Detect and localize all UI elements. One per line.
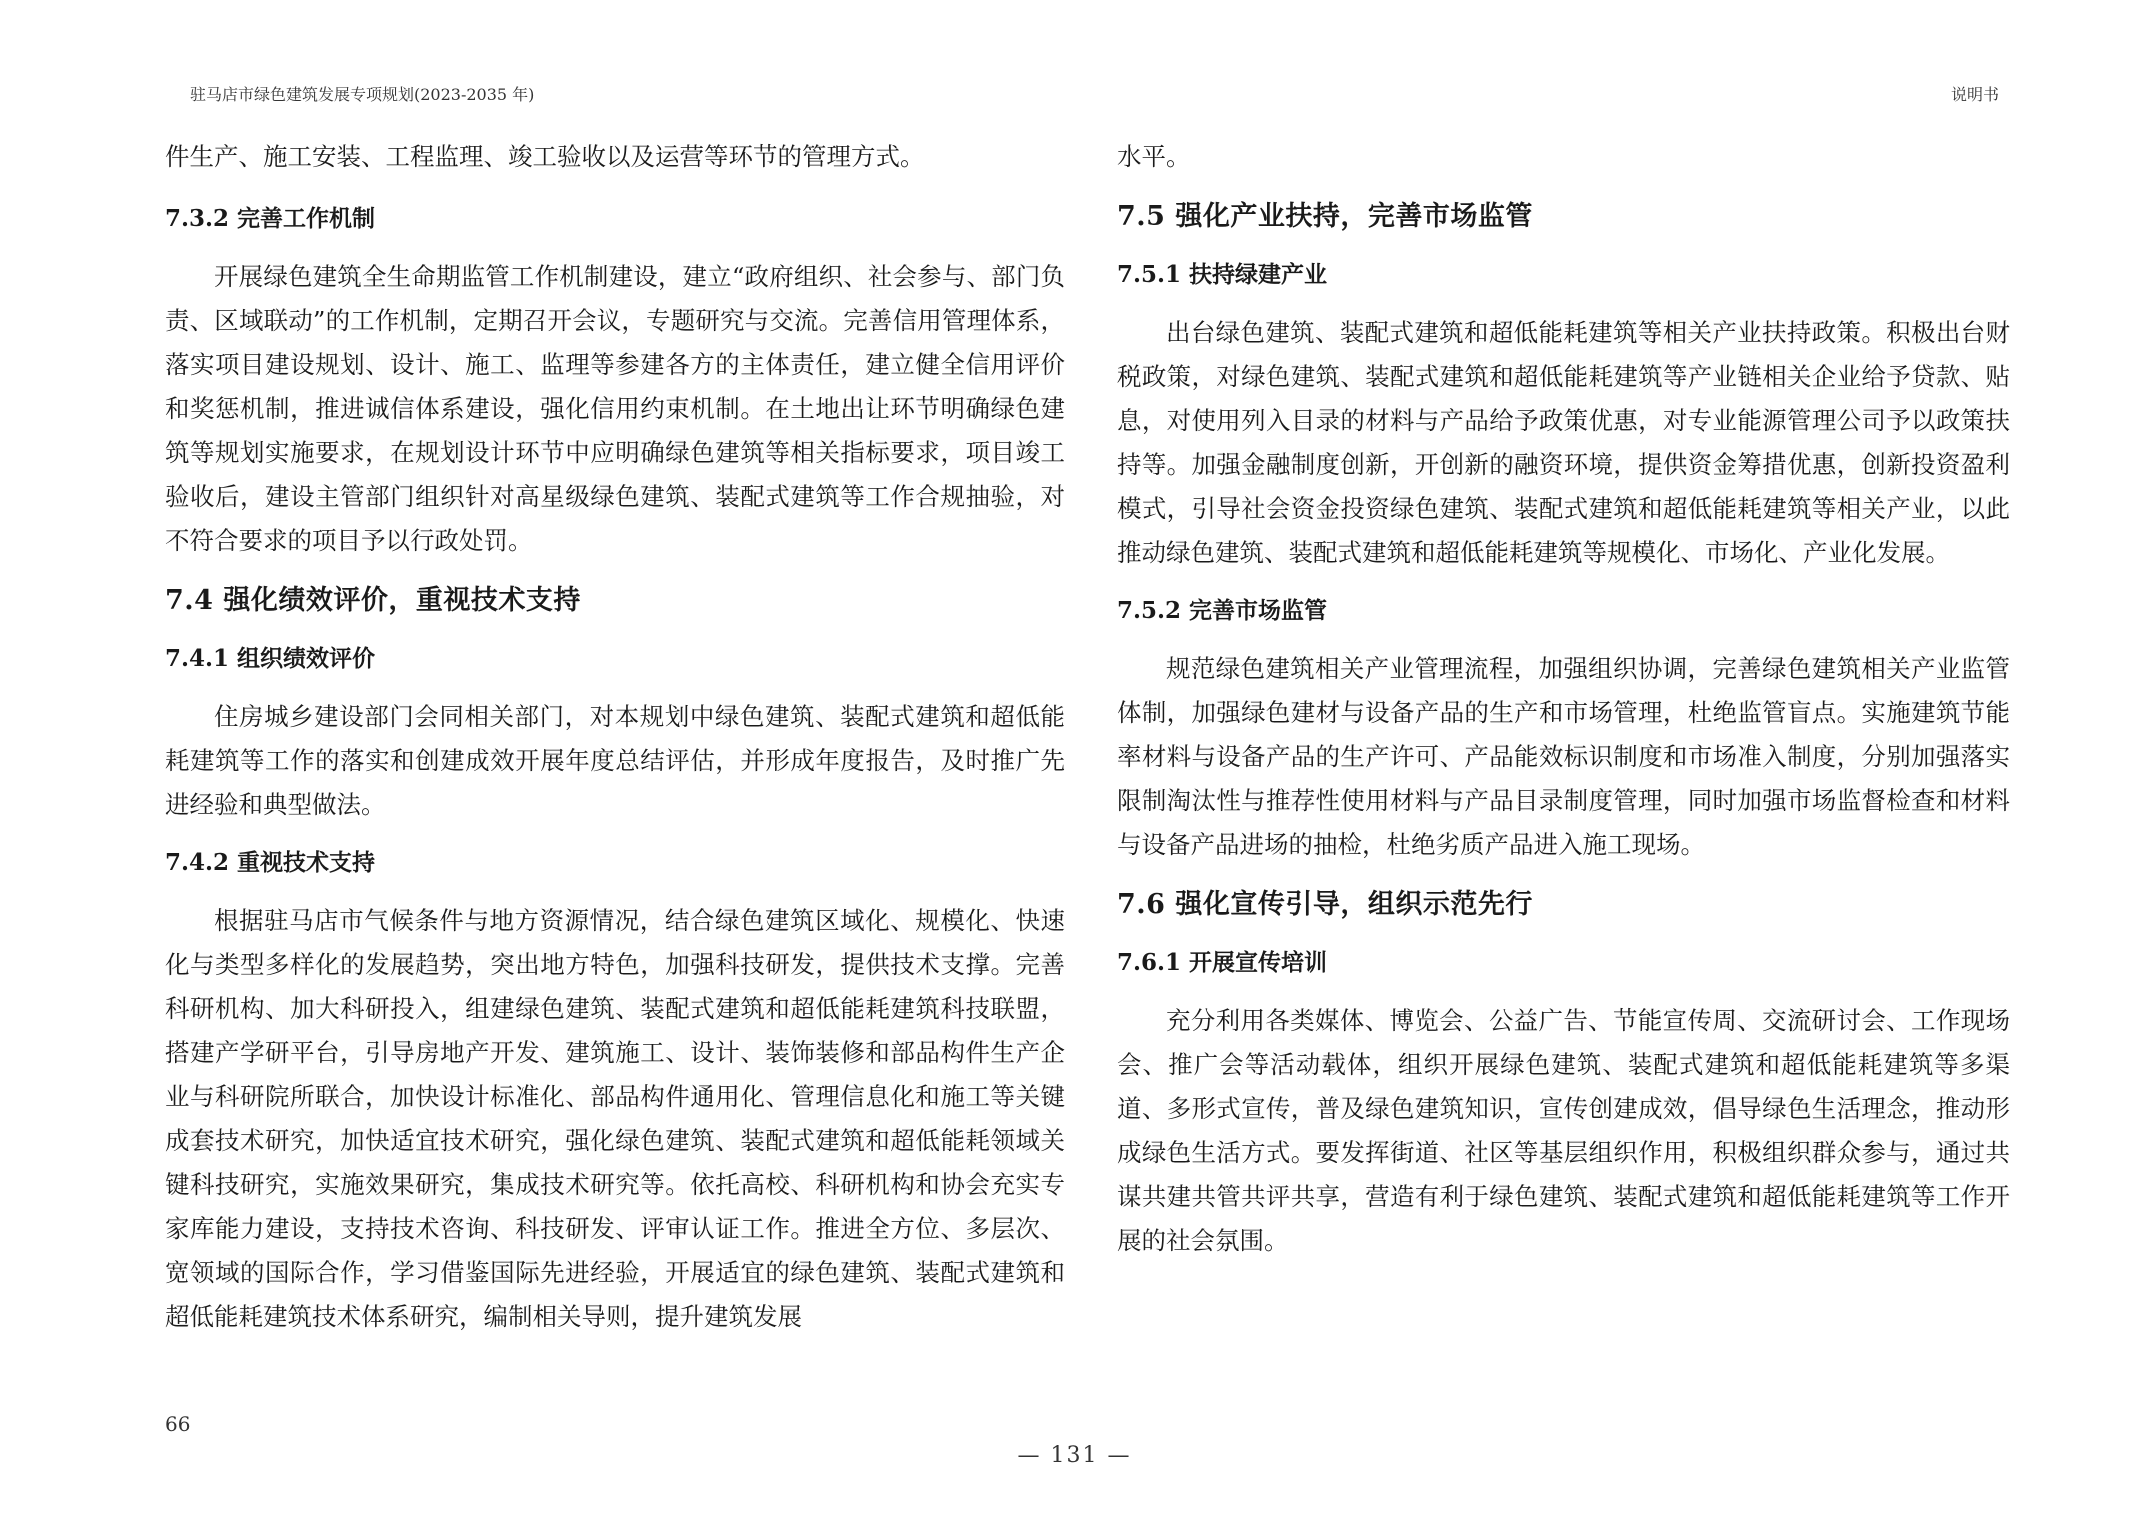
heading-7-6: 7.6 强化宣传引导，组织示范先行 — [1117, 889, 1533, 920]
heading-7-3-2: 7.3.2 完善工作机制 — [165, 205, 376, 232]
paragraph-7-4-2: 根据驻马店市气候条件与地方资源情况，结合绿色建筑区域化、规模化、快速化与类型多样化的发展趋势，突出地方特色，加强科技研发，提供技术支撑。完善科研机构、加大科研投入，组建绿色建筑、装配式建筑和超低能耗建筑科技联盟，搭建产学研平台，引导房地产开发、建筑施工、设计、装饰装修和部品构件生产企业与科研院所联合，加快设计标准化、部品构件通用化、管理信息化和施工等关键成套技术研究，加快适宜技术研究，强化绿色建筑、装配式建筑和超低能耗领域关键科技研究，实施效果研究，集成技术研究等。依托高校、科研机构和协会充实专家库能力建设，支持技术咨询、科技研发、评审认证工作。推进全方位、多层次、宽领域的国际合作，学习借鉴国际先进经验，开展适宜的绿色建筑、装配式建筑和超低能耗建筑技术体系研究，编制相关导则，提升建筑发展 — [165, 906, 1065, 1331]
paragraph-7-3-2: 开展绿色建筑全生命期监管工作机制建设，建立“政府组织、社会参与、部门负责、区域联动”的工作机制，定期召开会议，专题研究与交流。完善信用管理体系，落实项目建设规划、设计、施工、监理等参建各方的主体责任，建立健全信用评价和奖惩机制，推进诚信体系建设，强化信用约束机制。在土地出让环节明确绿色建筑等规划实施要求，在规划设计环节中应明确绿色建筑等相关指标要求，项目竣工验收后，建设主管部门组织针对高星级绿色建筑、装配式建筑等工作合规抽验，对不符合要求的项目予以行政处罚。 — [165, 262, 1065, 555]
document-header-label: 说明书 — [1950, 85, 1999, 104]
heading-7-4-2: 7.4.2 重视技术支持 — [165, 849, 376, 876]
heading-7-5-1: 7.5.1 扶持绿建产业 — [1117, 261, 1328, 288]
document-header-title: 驻马店市绿色建筑发展专项规划(2023-2035 年) — [190, 85, 535, 104]
continued-paragraph: 件生产、施工安装、工程监理、竣工验收以及运营等环节的管理方式。 — [165, 142, 925, 171]
paragraph-7-4-1: 住房城乡建设部门会同相关部门，对本规划中绿色建筑、装配式建筑和超低能耗建筑等工作的落实和创建成效开展年度总结评估，并形成年度报告，及时推广先进经验和典型做法。 — [165, 702, 1065, 819]
heading-7-6-1: 7.6.1 开展宣传培训 — [1117, 949, 1328, 976]
continued-paragraph: 水平。 — [1117, 142, 1191, 171]
left-column — [165, 135, 1065, 1339]
heading-7-4: 7.4 强化绩效评价，重视技术支持 — [165, 585, 581, 616]
heading-7-4-1: 7.4.1 组织绩效评价 — [165, 645, 376, 672]
page-number-center: — 131 — — [1017, 1443, 1132, 1468]
right-column — [1117, 135, 2010, 1263]
paragraph-7-5-1: 出台绿色建筑、装配式建筑和超低能耗建筑等相关产业扶持政策。积极出台财税政策，对绿色建筑、装配式建筑和超低能耗建筑等产业链相关企业给予贷款、贴息，对使用列入目录的材料与产品给予政策优惠，对专业能源管理公司予以政策扶持等。加强金融制度创新，开创新的融资环境，提供资金筹措优惠，创新投资盈利模式，引导社会资金投资绿色建筑、装配式建筑和超低能耗建筑等相关产业，以此推动绿色建筑、装配式建筑和超低能耗建筑等规模化、市场化、产业化发展。 — [1117, 318, 2010, 567]
heading-7-5: 7.5 强化产业扶持，完善市场监管 — [1117, 201, 1533, 232]
page-number-left: 66 — [165, 1412, 191, 1436]
paragraph-7-6-1: 充分利用各类媒体、博览会、公益广告、节能宣传周、交流研讨会、工作现场会、推广会等活动载体，组织开展绿色建筑、装配式建筑和超低能耗建筑等多渠道、多形式宣传，普及绿色建筑知识，宣传创建成效，倡导绿色生活理念，推动形成绿色生活方式。要发挥街道、社区等基层组织作用，积极组织群众参与，通过共谋共建共管共评共享，营造有利于绿色建筑、装配式建筑和超低能耗建筑等工作开展的社会氛围。 — [1117, 1006, 2010, 1255]
heading-7-5-2: 7.5.2 完善市场监管 — [1117, 597, 1328, 624]
paragraph-7-5-2: 规范绿色建筑相关产业管理流程，加强组织协调，完善绿色建筑相关产业监管体制，加强绿色建材与设备产品的生产和市场管理，杜绝监管盲点。实施建筑节能率材料与设备产品的生产许可、产品能效标识制度和市场准入制度，分别加强落实限制淘汰性与推荐性使用材料与产品目录制度管理，同时加强市场监督检查和材料与设备产品进场的抽检，杜绝劣质产品进入施工现场。 — [1117, 654, 2010, 859]
